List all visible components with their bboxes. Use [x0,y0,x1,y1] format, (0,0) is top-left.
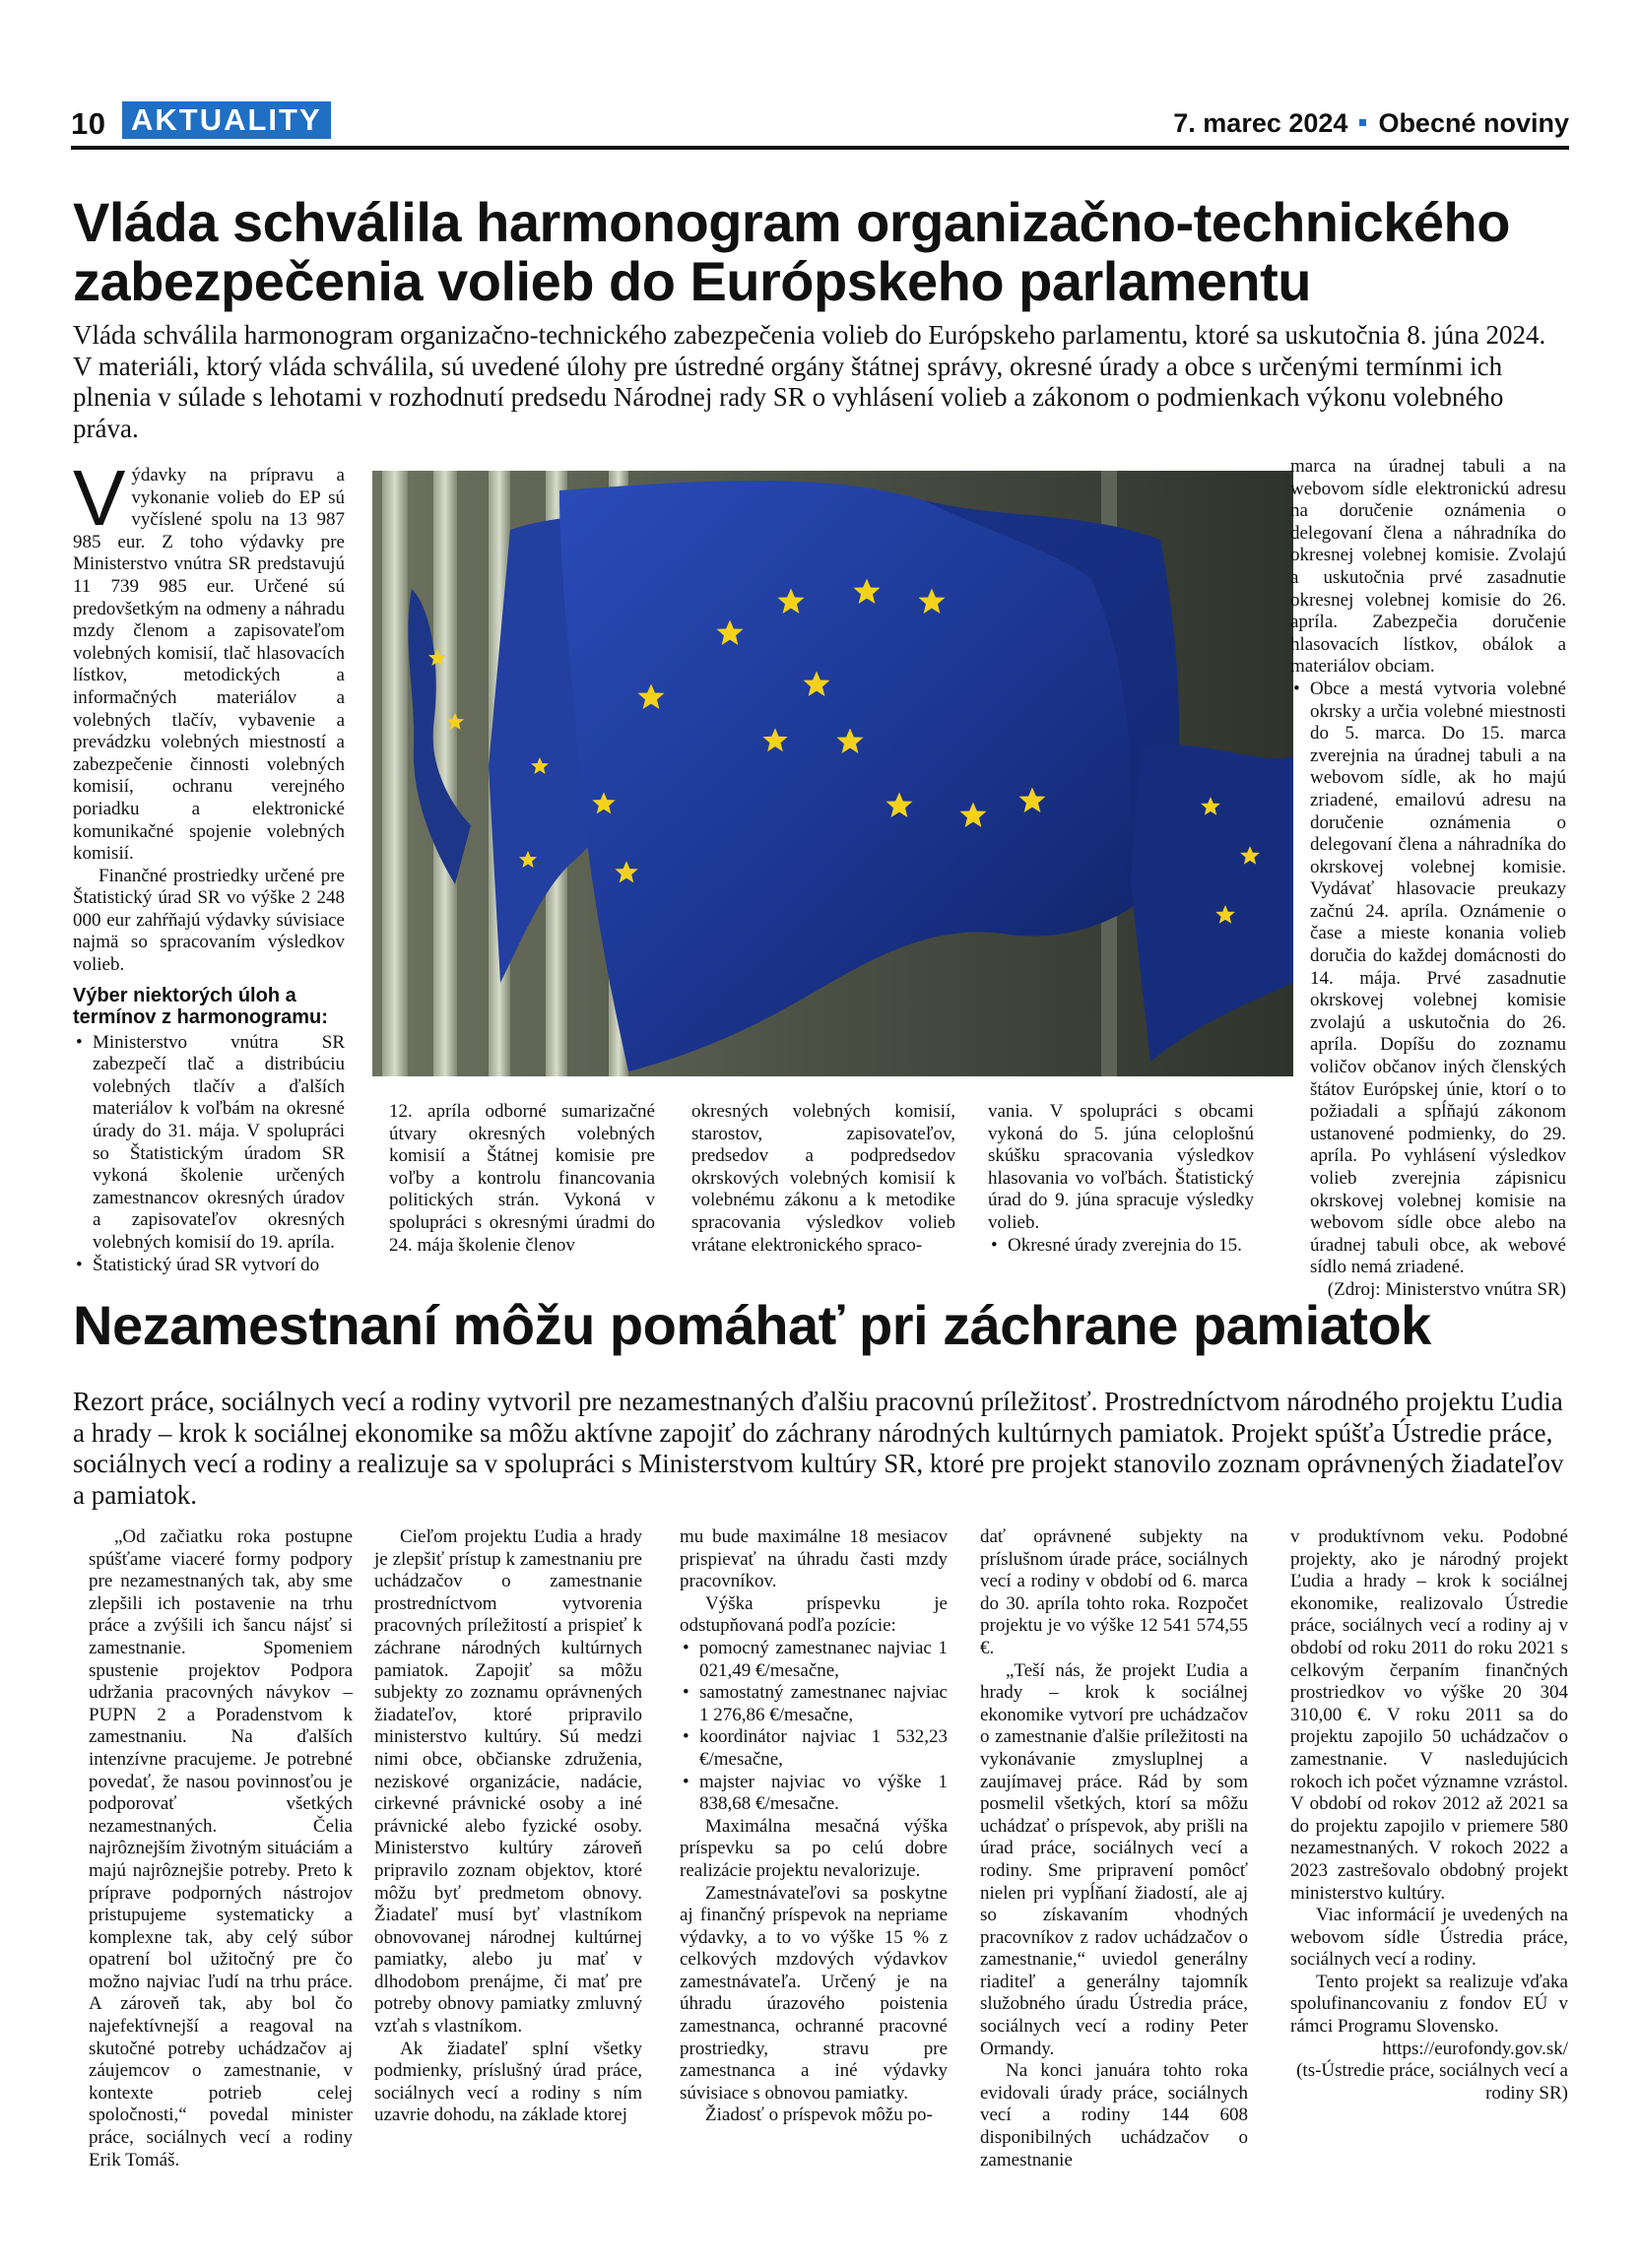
article1-col5-bullet: • Obce a mestá vytvoria volebné okrsky a určia volebné miestnosti do 5. marca. Do 15. marca zverejnia na úradnej tabuli a na webovom sídle, ak ho majú zriadené, emailovú adresu na doručenie oznámenia o delegovaní člena a náhradníka do okrskovej volebnej komisie. Vydávať hlasovacie preukazy začnú 24. apríla. Oznámenie o čase a mieste konania volieb doručia do každej domácnosti do 14. mája. Prvé zasadnutie okrskovej volebnej komisie zvolajú a uskutočnia do 26. apríla. Dopíšu do zoznamu voličov občanov iných členských štátov Európskej únie, ktorí o to požiadali a spĺňajú zákonom ustanovené podmienky, do 29. apríla. Po vyhlásení výsledkov volieb zverejnia zápisnicu okrskovej volebnej komisie na webovom sídle obce alebo na úradnej tabuli obce, ak webové sídlo nemá zriadené. [1290,679,1566,1279]
article2-col3-bullet-2: • samostatný zamestnanec najviac 1 276,86 €/mesačne, [680,1682,948,1726]
header-rule [71,146,1569,150]
article1-column-2 [389,1101,655,1257]
article2-col4-p1: dať oprávnené subjekty na príslušnom úrade práce, sociálnych vecí a rodiny v období od 6. marca do 30. apríla tohto roka. Rozpočet projektu je vo výške 12 541 574,55 €. [980,1526,1248,1658]
article1-column-3 [691,1101,955,1257]
article1-col1-p1: ýdavky na prípravu a vykonanie volieb do EP sú vyčíslené spolu na 13 987 985 eur. Z toho výdavky pre Ministerstvo vnútra SR predstavujú 11 739 985 eur. Určené sú predovšetkým na odmeny a náhradu mzdy členom a zapisovateľom volebných komisií, tlač hlasovacích lístkov, metodických a informačných materiálov a volebných tlačív, vybavenie a prevádzku volebných miestností a zabezpečenie činnosti volebných komisií, ochranu verejného poriadku a elektronické komunikačné spojenie volebných komisií. [73,465,345,865]
eu-flags-photo [372,471,1293,1076]
issue-info [1173,108,1569,139]
article1-col4-text: vania. V spolupráci s obcami vykoná do 5. júna celoplošnú skúšku spracovania výsledkov hlasovania vo voľbách. Štatistický úrad do 9. júna spracuje výsledky volieb. [988,1101,1254,1233]
article2-col3-p3: Maximálna mesačná výška príspevku sa po celú dobre realizácie projektu nevalorizuje. [680,1815,948,1881]
article2-col2-p1: Cieľom projektu Ľudia a hrady je zlepšiť prístup k zamestnaniu pre uchádzačov o zamestnanie prostredníctvom vytvorenia pracovných príležitostí a prispieť k záchrane národných kultúrnych pamiatok. Zapojiť sa môžu subjekty zo zoznamu oprávnených žiadateľov, ktoré pripravilo ministerstvo kultúry. Sú medzi nimi obce, občianske združenia, neziskové organizácie, nadácie, cirkevné právnické osoby a iné právnické alebo fyzické osoby. Ministerstvo kultúry zároveň pripravilo zoznam objektov, ktoré môžu byť predmetom obnovy. Žiadateľ musí byť vlastníkom obnovovanej národnej kultúrnej pamiatky, alebo ju mať v dlhodobom prenájme, či mať pre potreby obnovy pamiatky zmluvný vzťah s vlastníkom. [374,1526,642,2038]
section-label: AKTUALITY [122,101,331,139]
article2-lead: Rezort práce, sociálnych vecí a rodiny vytvoril pre nezamestnaných ďalšiu pracovnú príležitosť. Prostredníctvom národného projektu Ľudia a hrady – krok k sociálnej ekonomike sa môžu aktívne zapojiť do záchrany národných kultúrnych pamiatok. Projekt spúšťa Ústredie práce, sociálnych vecí a rodiny a realizuje sa v spolupráci s Ministerstvom kultúry SR, ktoré pre projekt stanovilo zoznam oprávnených žiadateľov a pamiatok. [73,1387,1564,1510]
article1-col4-bullet: • Okresné úrady zverejnia do 15. [988,1235,1254,1258]
article1-source: (Zdroj: Ministerstvo vnútra SR) [1327,1278,1566,1300]
issue-date: 7. marec 2024 [1173,108,1348,138]
article2-column-2 [374,1526,642,2127]
article2-column-4 [980,1526,1248,2171]
article1-col2-text: 12. apríla odborné sumarizačné útvary okresných volebných komisií a Štátnej komisie pre voľby a kontrolu financovania politických strán. Vykoná v spolupráci s okresnými úradmi do 24. mája školenie členov [389,1101,655,1256]
article2-column-3 [680,1526,948,2127]
dropcap: V [73,454,126,542]
article2-col3-bullet-4: • majster najviac vo výške 1 838,68 €/mesačne. [680,1772,948,1816]
article1-title: Vláda schválila harmonogram organizačno-technického zabezpečenia volieb do Európskeho parlamentu [73,191,1510,312]
article1-col3-text: okresných volebných komisií, starostov, zapisovateľov, predsedov a podpredsedov okrskových volebných komisií k volebnému zákonu a k metodike spracovania výsledkov volieb vrátane elektronického spraco- [691,1101,955,1256]
article2-col5-p3: Tento projekt sa realizuje vďaka spolufinancovaniu z fondov EÚ v rámci Programu Slovensko. [1290,1971,1568,2038]
article2-column-5 [1290,1526,1568,2105]
article2-col3-p4: Zamestnávateľovi sa poskytne aj finančný príspevok na nepriame výdavky, a to vo výške 15 % z celkových mzdových výdavkov zamestnávateľa. Určený je na úhradu úrazového poistenia zamestnanca, ochranné pracovné prostriedky, stravu pre zamestnanca a iné výdavky súvisiace s obnovou pamiatky. [680,1882,948,2104]
article2-col3-p5: Žiadosť o príspevok môžu po- [705,2105,933,2126]
article2-col4-p2: „Teší nás, že projekt Ľudia a hrady – krok k sociálnej ekonomike vytvorí pre uchádzačov o zamestnanie ďalšie príležitosti na vykonávanie zmysluplnej a zaujímavej práce. Rád by som posmelil všetkých, ktorí sa môžu uchádzať o príspevok, aby prišli na úrad práce, sociálnych vecí a rodiny. Sme pripravení pomôcť nielen pri vypĺňaní žiadostí, ale aj so získavaním vhodných pracovníkov z radov uchádzačov o zamestnanie,“ uviedol generálny riaditeľ a generálny tajomník služobného úradu Ústredia práce, sociálnych vecí a rodiny Peter Ormandy. [980,1659,1248,2059]
article2-col4-p3: Na konci januára tohto roka evidovali úrady práce, sociálnych vecí a rodiny 144 608 disponibilných uchádzačov o zamestnanie [980,2060,1248,2171]
separator-dot [1359,119,1366,126]
publication-name: Obecné noviny [1378,108,1569,138]
page-number: 10 [71,106,106,141]
article1-col1-p2: Finančné prostriedky určené pre Štatistický úrad SR vo výške 2 248 000 eur zahŕňajú výdavky súvisiace najmä so spracovaním výsledkov volieb. [73,865,345,976]
article2-col2-p2: Ak žiadateľ splní všetky podmienky, príslušný úrad práce, sociálnych vecí a rodiny s ním uzavrie dohodu, na základe ktorej [374,2038,642,2126]
article2-col3-bullet-3: • koordinátor najviac 1 532,23 €/mesačne, [680,1726,948,1771]
article2-title: Nezamestnaní môžu pomáhať pri záchrane pamiatok [73,1294,1431,1356]
article2-col1-text: „Od začiatku roka postupne spúšťame viaceré formy podpory pre nezamestnaných tak, aby sme zlepšili ich postavenie na trhu práce a zvýšili ich šancu nájsť si zamestnanie. Spomeniem spustenie projektov Podpora udržania pracovných návykov – PUPN 2 a Poradenstvom k zamestnaniu. Na ďalších intenzívne pracujeme. Je potrebné povedať, že nasou povinnosťou je podporovať všetkých nezamestnaných. Čelia najrôznejším životným situáciám a majú najrôznejšie potreby. Preto k príprave podporných nástrojov pristupujeme systematicky a komplexne tak, aby celý súbor opatrení bol užitočný pre čo možno najviac ľudí na trhu práce. A zároveň tak, aby bol čo najefektívnejší a reagoval na skutočné potreby uchádzačov aj záujemcov o zamestnanie, v kontexte potrieb celej spoločnosti,“ povedal minister práce, sociálnych vecí a rodiny Erik Tomáš. [89,1526,353,2171]
article2-source: (ts-Ústredie práce, sociálnych vecí a rodiny SR) [1296,2060,1568,2104]
article1-column-1 [73,454,345,1276]
article1-column-4 [988,1101,1254,1257]
article2-col3-p1: mu bude maximálne 18 mesiacov prispievať na úhradu časti mzdy pracovníkov. [680,1526,948,1592]
article2-column-1 [89,1526,353,2171]
article2-col5-p2: Viac informácií je uvedených na webovom sídle Ústredia práce, sociálnych vecí a rodiny. [1290,1905,1568,1971]
article1-col5-text: marca na úradnej tabuli a na webovom sídle elektronickú adresu na doručenie oznámenia o delegovaní člena a náhradníka do okresnej volebnej komisie. Zvolajú a uskutočnia prvé zasadnutie okresnej volebnej komisie do 26. apríla. Zabezpečia doručenie hlasovacích lístkov, obálok a materiálov obciam. [1290,456,1566,678]
article2-col5-p1: v produktívnom veku. Podobné projekty, ako je národný projekt Ľudia a hrady – krok k sociálnej ekonomike, realizovalo Ústredie práce, sociálnych vecí a rodiny aj v období od roku 2011 do roku 2021 s celkovým čerpaním finančných prostriedkov vo výške 20 304 310,00 €. V roku 2011 sa do projektu zapojilo 50 uchádzačov o zamestnanie. V nasledujúcich rokoch ich počet významne vzrástol. V období od rokov 2012 až 2021 sa do projektu zapojilo v priemere 580 nezamestnaných. V rokoch 2022 a 2023 zastrešovalo obdobný projekt ministerstvo kultúry. [1290,1526,1568,1904]
article1-col1-bullet-2: • Štatistický úrad SR vytvorí do [73,1255,345,1277]
article1-lead: Vláda schválila harmonogram organizačno-technického zabezpečenia volieb do Európskeho parlamentu, ktoré sa uskutočnia 8. júna 2024. V materiáli, ktorý vláda schválila, sú uvedené úlohy pre ústredné orgány štátnej správy, okresné úrady a obce s určenými termínmi ich plnenia v súlade s lehotami v rozhodnutí predsedu Národnej rady SR o vyhlásení volieb a zákonom o podmienkach výkonu volebného práva. [73,320,1546,443]
article2-col3-bullet-1: • pomocný zamestnanec najviac 1 021,49 €/mesačne, [680,1638,948,1682]
article2-col3-p2: Výška príspevku je odstupňovaná podľa pozície: [680,1592,948,1637]
article2-url[interactable]: https://eurofondy.gov.sk/ [1382,2038,1568,2059]
article1-col1-bullet-1: • Ministerstvo vnútra SR zabezpečí tlač a distribúciu volebných tlačív a ďalších materiálov k voľbám na okresné úrady do 31. mája. V spolupráci so Štatistickým úradom SR vykoná školenie určených zamestnancov okresných úradov a zapisovateľov okresných volebných komisií do 19. apríla. [73,1032,345,1255]
article1-column-5 [1290,456,1566,1302]
article1-subheading: Výber niektorých úloh a termínov z harmonogramu: [73,984,328,1028]
